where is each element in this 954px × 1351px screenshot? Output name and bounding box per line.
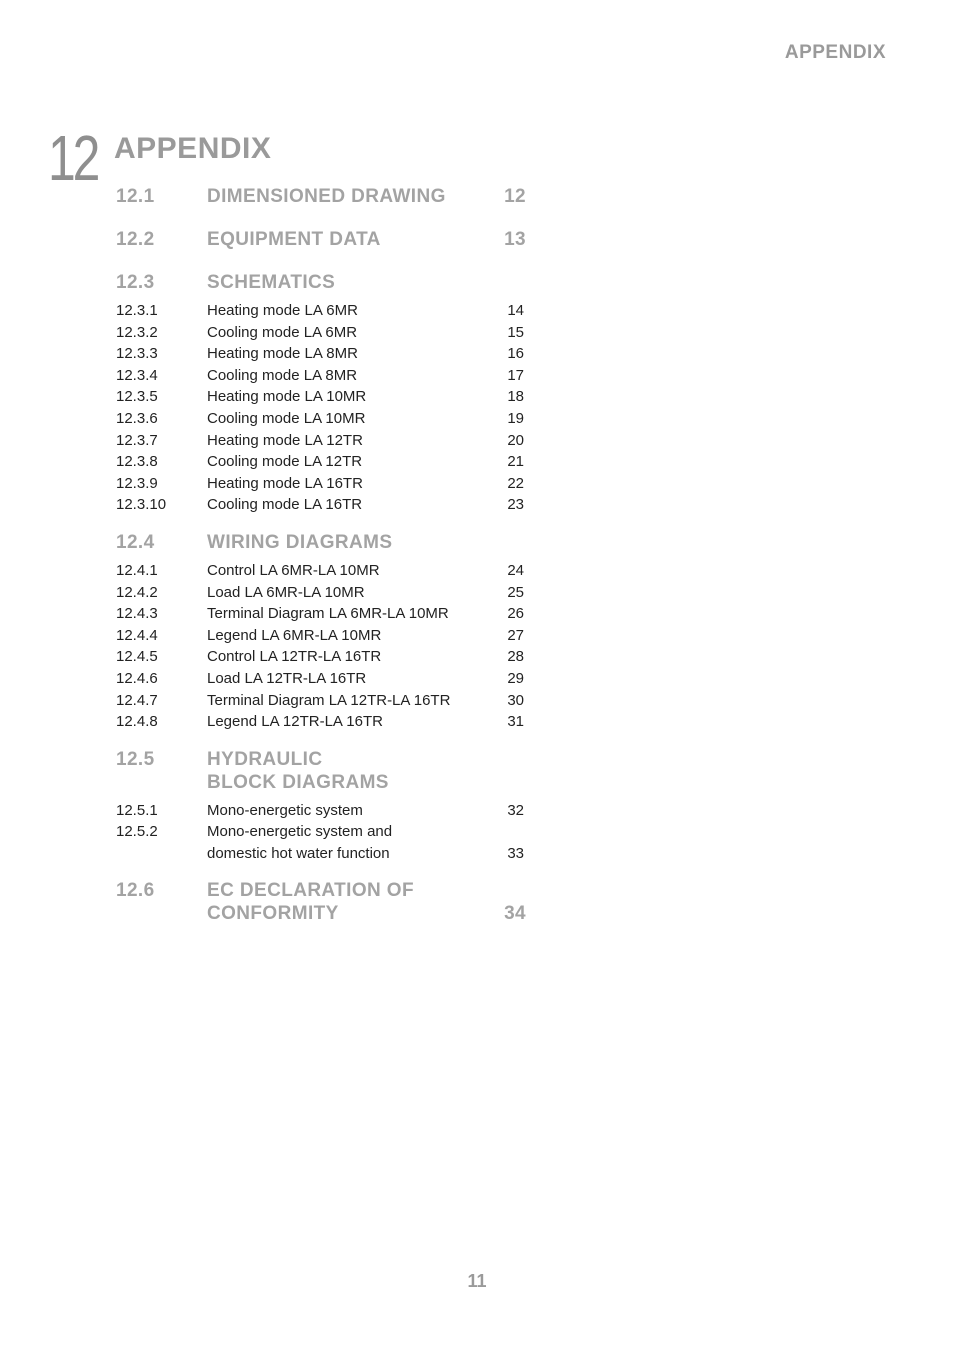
toc-entry-12-3-10: [116, 494, 526, 516]
toc-entry-12-3-6: [116, 408, 526, 430]
toc-entry-12-4-8: [116, 711, 526, 733]
toc-entry-number: 12.3.9: [116, 474, 158, 492]
toc-entry-page: 17: [507, 366, 524, 384]
toc-section-page: 13: [504, 229, 526, 250]
toc-entry-number: 12.3.4: [116, 366, 158, 384]
toc-entry-title: Heating mode LA 6MR: [207, 302, 358, 319]
toc-entry-title: Heating mode LA 16TR: [207, 474, 363, 492]
toc-section-title: EC DECLARATION OF CONFORMITY: [207, 880, 414, 925]
toc-entry-title: Cooling mode LA 6MR: [207, 323, 358, 341]
chapter-number: 12: [48, 122, 98, 194]
toc-entry-page: 32: [507, 801, 524, 819]
toc-entry-number: 12.4.6: [116, 669, 158, 687]
toc-entry-12-5-1: [116, 800, 526, 822]
toc-entry-number: 12.4.8: [116, 713, 158, 731]
toc-entry-title: Control LA 12TR-LA 16TR: [207, 648, 382, 666]
toc-entry-number: 12.4.2: [116, 583, 158, 601]
toc-entry-page: 33: [507, 844, 524, 862]
toc-entry-page: 20: [507, 431, 524, 449]
toc-entry-number: 12.3.6: [116, 409, 158, 427]
toc-entry-title: Heating mode LA 12TR: [207, 431, 363, 449]
toc-entry-12-3-1: [116, 300, 526, 322]
toc-section-12-6: [116, 879, 526, 925]
toc-entry-number: 12.3.2: [116, 323, 158, 341]
toc-entry-title: Cooling mode LA 16TR: [207, 496, 363, 514]
toc-entry-page: 18: [507, 388, 524, 406]
toc-entry-page: 27: [507, 626, 524, 644]
toc-entry-12-3-2: [116, 322, 526, 344]
toc-entry-12-3-3: [116, 343, 526, 365]
toc-section-number: 12.6: [116, 880, 155, 902]
toc-entry-number: 12.3.5: [116, 388, 158, 406]
toc-entry-number: 12.4.7: [116, 691, 158, 709]
toc-entry-number: 12.3.10: [116, 496, 167, 514]
toc-entry-page: 30: [507, 691, 524, 709]
toc-section-title: EQUIPMENT DATA: [207, 229, 381, 250]
toc-entry-page: 21: [507, 453, 524, 471]
toc-entry-12-3-5: [116, 386, 526, 408]
toc-section-page: 12: [504, 186, 526, 207]
toc-entry-title: Heating mode LA 8MR: [207, 345, 358, 363]
toc-entry-page: 25: [507, 583, 524, 601]
running-header: APPENDIX: [784, 42, 886, 63]
toc-entry-number: 12.5.2: [116, 823, 158, 841]
toc-section-title: WIRING DIAGRAMS: [207, 531, 393, 553]
toc-section-number: 12.4: [116, 531, 155, 553]
toc-entry-title: Terminal Diagram LA 12TR-LA 16TR: [207, 691, 451, 709]
page-number: 11: [467, 1271, 487, 1291]
toc-entry-title: Mono-energetic system and domestic hot water function: [207, 823, 393, 862]
toc-entry-page: 23: [507, 496, 524, 514]
toc-section-number: 12.3: [116, 272, 155, 293]
toc-entry-12-4-4: [116, 625, 526, 647]
toc-entry-title: Mono-energetic system: [207, 801, 363, 819]
toc-entry-number: 12.4.3: [116, 605, 158, 623]
toc-section-12-4: [116, 531, 526, 554]
toc-entry-number: 12.3.7: [116, 431, 158, 449]
toc-entry-12-4-1: [116, 560, 526, 582]
toc-section-number: 12.2: [116, 229, 155, 250]
toc-entry-12-4-5: [116, 646, 526, 668]
toc-section-title: HYDRAULIC BLOCK DIAGRAMS: [207, 748, 389, 793]
toc-entry-12-3-9: [116, 473, 526, 495]
toc-section-number: 12.1: [116, 186, 155, 207]
toc-entry-number: 12.4.5: [116, 648, 158, 666]
table-of-contents: [116, 185, 526, 945]
toc-entry-12-4-3: [116, 603, 526, 625]
toc-entry-12-4-7: [116, 690, 526, 712]
toc-entry-title: Terminal Diagram LA 6MR-LA 10MR: [207, 605, 449, 623]
toc-entry-page: 16: [507, 345, 524, 363]
toc-entry-page: 19: [507, 409, 524, 427]
toc-entry-title: Cooling mode LA 12TR: [207, 453, 363, 471]
toc-entry-title: Heating mode LA 10MR: [207, 388, 367, 406]
toc-entry-page: 14: [507, 302, 524, 319]
toc-entry-number: 12.4.1: [116, 561, 158, 579]
toc-entry-title: Cooling mode LA 8MR: [207, 366, 358, 384]
toc-entry-12-3-8: [116, 451, 526, 473]
toc-entry-page: 29: [507, 669, 524, 687]
toc-section-12-5: [116, 748, 526, 794]
toc-entry-page: 28: [507, 648, 524, 666]
toc-entry-title: Legend LA 6MR-LA 10MR: [207, 626, 382, 644]
toc-entry-number: 12.4.4: [116, 626, 158, 644]
toc-entry-page: 22: [507, 474, 524, 492]
toc-entry-number: 12.3.1: [116, 302, 158, 319]
toc-entry-page: 31: [507, 713, 524, 731]
toc-entry-title: Control LA 6MR-LA 10MR: [207, 561, 380, 579]
toc-entry-title: Load LA 12TR-LA 16TR: [207, 669, 367, 687]
toc-entry-title: Legend LA 12TR-LA 16TR: [207, 713, 383, 731]
toc-entry-12-3-4: [116, 365, 526, 387]
toc-entry-12-4-6: [116, 668, 526, 690]
toc-entry-title: Load LA 6MR-LA 10MR: [207, 583, 365, 601]
toc-section-title: DIMENSIONED DRAWING: [207, 186, 446, 207]
toc-section-12-3: [116, 271, 526, 294]
toc-entry-title: Cooling mode LA 10MR: [207, 409, 366, 427]
toc-section-12-2: [116, 228, 526, 251]
toc-entry-page: 15: [507, 323, 524, 341]
chapter-title: APPENDIX: [114, 132, 272, 165]
toc-entry-12-5-2: [116, 821, 526, 864]
toc-entry-page: 26: [507, 605, 524, 623]
toc-entry-number: 12.3.3: [116, 345, 158, 363]
toc-entry-12-3-7: [116, 430, 526, 452]
toc-entry-12-4-2: [116, 582, 526, 604]
toc-section-number: 12.5: [116, 748, 155, 770]
toc-entry-number: 12.3.8: [116, 453, 158, 471]
toc-entry-page: 24: [507, 561, 524, 579]
toc-entry-number: 12.5.1: [116, 801, 158, 819]
toc-section-page: 34: [504, 903, 526, 925]
toc-section-12-1: [116, 185, 526, 208]
toc-section-title: SCHEMATICS: [207, 272, 336, 293]
